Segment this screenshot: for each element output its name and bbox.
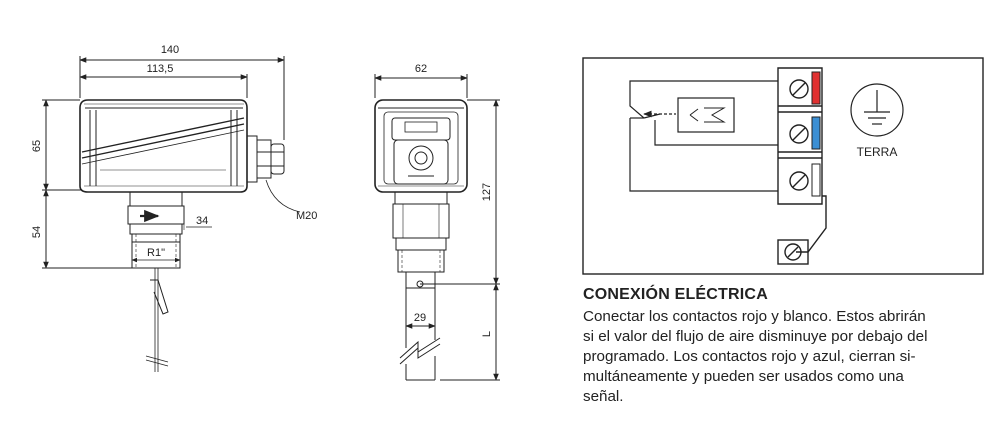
terminal-block: [778, 68, 826, 264]
contact-white: [812, 164, 820, 196]
contact-blue: [812, 117, 820, 149]
description-line: si el valor del flujo de aire disminuye por debajo del: [583, 328, 928, 345]
description-line: señal.: [583, 388, 624, 405]
dim-L-label: L: [481, 330, 493, 338]
description: [583, 307, 983, 407]
description-line: Conectar los contactos rojo y blanco. Estos abrirán: [583, 308, 926, 325]
sensor-box: [678, 98, 734, 132]
dim-34-label: 34: [196, 215, 209, 227]
housing-side: [375, 100, 467, 192]
dim-140-label: 140: [160, 44, 180, 56]
wiring-diagram: [583, 58, 983, 274]
fitting-side: [393, 192, 449, 272]
dim-54-label: 54: [31, 225, 43, 239]
dim-65-label: 65: [31, 139, 43, 153]
contact-red: [812, 72, 820, 104]
earth-symbol: [851, 84, 903, 136]
front-view: [42, 56, 300, 372]
description-line: multáneamente y pueden ser usados como una: [583, 368, 904, 385]
paddle-front: [146, 268, 168, 372]
dim-113-label: 113,5: [146, 63, 174, 75]
earth-label: TERRA: [856, 145, 898, 159]
gland-label: M20: [296, 210, 318, 222]
dim-62-label: 62: [414, 63, 428, 75]
cable-gland-front: [247, 136, 284, 182]
dim-29-label: 29: [413, 312, 427, 324]
housing-front: [80, 100, 247, 192]
thread-label: R1": [147, 247, 165, 259]
wiring-frame: [583, 58, 983, 274]
description-line: programado. Los contactos rojo y azul, cierran si-: [583, 348, 916, 365]
dim-127-label: 127: [481, 182, 493, 202]
section-heading: CONEXIÓN ELÉCTRICA: [583, 286, 768, 303]
